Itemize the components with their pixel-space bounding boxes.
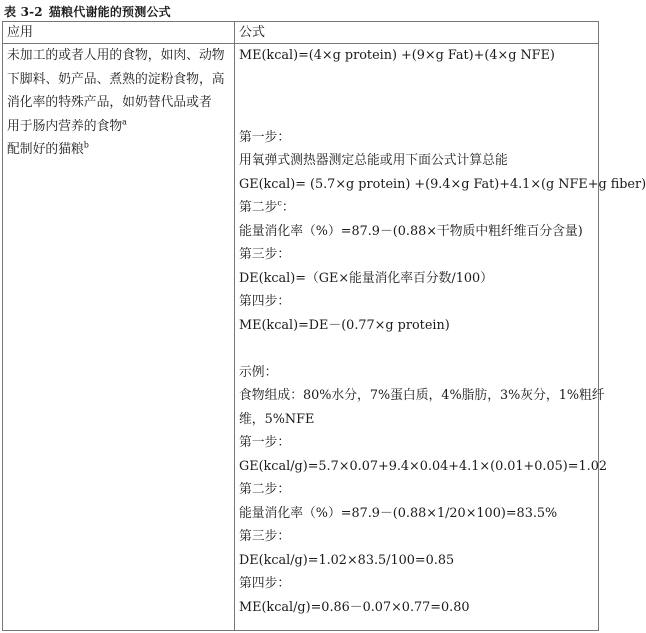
table-title: 猫粮代谢能的预测公式 xyxy=(48,5,171,19)
footnote-b: b xyxy=(83,140,89,150)
example-label: 示例： xyxy=(239,364,278,380)
footnote-a: a xyxy=(122,117,127,127)
application-line: 下脚料、奶产品、煮熟的淀粉食物，高 xyxy=(7,71,225,87)
example-composition-cont: 维，5%NFE xyxy=(239,411,315,427)
method-step2-label: 第二步$^c$： xyxy=(239,198,295,215)
table-caption xyxy=(4,3,171,20)
header-formula: 公式 xyxy=(235,22,599,44)
application-line: 配制好的猫粮$^b$ xyxy=(7,140,89,157)
table-row xyxy=(3,44,599,631)
example-composition: 食物组成：80%水分，7%蛋白质，4%脂肪，3%灰分，1%粗纤 xyxy=(239,388,605,403)
example-step2-label: 第二步： xyxy=(239,482,291,497)
formula-cell xyxy=(235,44,646,631)
footnote-c: c xyxy=(277,198,282,208)
example-digestibility-calc: 能量消化率（%）=87.9－(0.88×1/20×100)=83.5% xyxy=(239,505,558,521)
application-line: 消化率的特殊产品，如奶替代品或者 xyxy=(7,95,212,110)
example-ge-calc: GE(kcal/g)=5.7×0.07+9.4×0.04+4.1×(0.01+0.05)=1.02 xyxy=(239,458,607,474)
header-application: 应用 xyxy=(3,22,235,44)
method-step1-text: 用氧弹式测热器测定总能或用下面公式计算总能 xyxy=(239,153,508,168)
method-step1-label: 第一步： xyxy=(239,129,291,145)
prediction-formula-table xyxy=(2,21,646,631)
example-step3-label: 第三步： xyxy=(239,529,291,544)
table-number: 表 3-2 xyxy=(4,5,43,19)
header-row xyxy=(3,22,599,44)
method-step4-label: 第四步： xyxy=(239,294,291,309)
example-me-calc: ME(kcal/g)=0.86－0.07×0.77=0.80 xyxy=(239,599,470,615)
digestibility-formula: 能量消化率（%）=87.9－(0.88×干物质中粗纤维百分含量) xyxy=(239,223,583,239)
me-formula: ME(kcal)=DE－(0.77×g protein) xyxy=(239,317,450,333)
ge-formula: GE(kcal)= (5.7×g protein) +(9.4×g Fat)+4.1×(g NFE+g fiber) xyxy=(239,176,646,192)
method-step3-label: 第三步： xyxy=(239,247,291,262)
application-line: 用于肠内营养的食物$^a$ xyxy=(7,117,127,134)
application-line: 未加工的或者人用的食物，如肉、动物 xyxy=(7,48,225,63)
me-raw-formula: ME(kcal)=(4×g protein) +(9×g Fat)+(4×g NFE) xyxy=(239,48,555,63)
example-step4-label: 第四步： xyxy=(239,576,291,591)
de-formula: DE(kcal)=（GE×能量消化率百分数/100） xyxy=(239,270,493,286)
example-de-calc: DE(kcal/g)=1.02×83.5/100=0.85 xyxy=(239,552,455,568)
example-step1-label: 第一步： xyxy=(239,435,291,450)
application-cell xyxy=(3,44,235,631)
